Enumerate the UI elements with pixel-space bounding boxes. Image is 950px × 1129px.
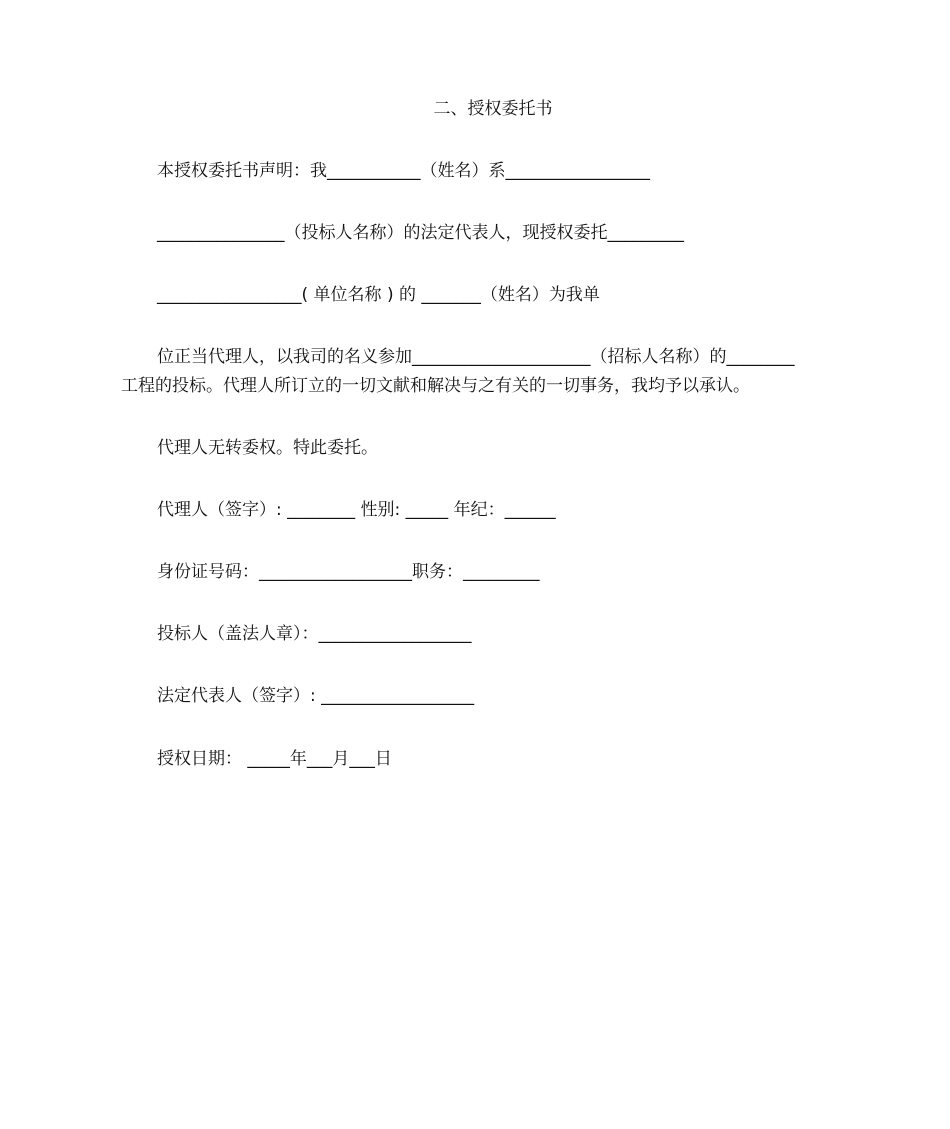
authorization-date-line: 授权日期： _____年___月___日: [157, 749, 392, 769]
legal-representative-signature-line: 法定代表人（签字）: __________________: [157, 686, 475, 706]
declaration-line-1: 本授权委托书声明：我___________（姓名）系_________________: [157, 161, 650, 181]
bidder-seal-line: 投标人（盖法人章）：__________________: [157, 624, 472, 644]
id-number-line: 身份证号码：__________________职务：_________: [157, 562, 540, 582]
document-title: 二、授权委托书: [433, 99, 553, 119]
declaration-line-2: _______________（投标人名称）的法定代表人，现授权委托_________: [157, 223, 684, 243]
declaration-line-4: 位正当代理人，以我司的名义参加_____________________（招标人名称）的________: [157, 347, 795, 367]
agent-signature-line: 代理人（签字）: ________ 性别: _____ 年纪：______: [157, 500, 556, 520]
declaration-line-3: _________________( 单位名称 ) 的 _______（姓名）为我单: [157, 285, 600, 305]
no-subdelegation-line: 代理人无转委权。特此委托。: [157, 438, 378, 458]
declaration-line-5: 工程的投标。代理人所订立的一切文献和解决与之有关的一切事务，我均予以承认。: [121, 376, 750, 396]
